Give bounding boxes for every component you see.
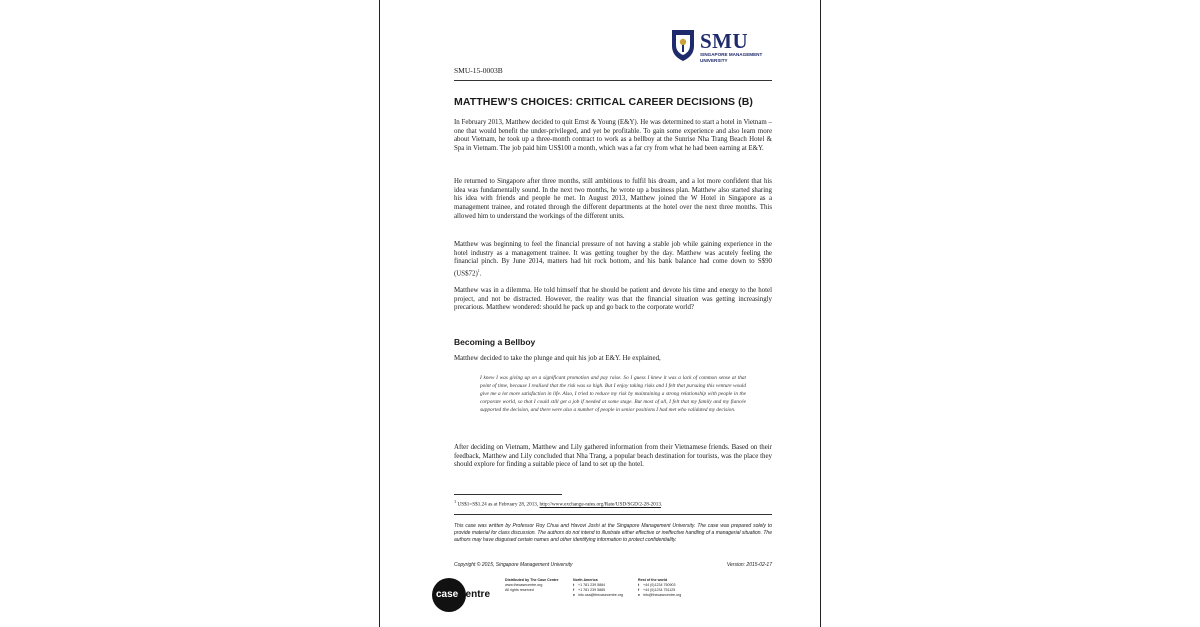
paragraph-2: He returned to Singapore after three months, still ambitious to fulfil his dream, and a lot more confident that his idea was fundamentally sound. In the next two months, he wrote up a business plan. Matthew also started sharing his idea with friends and people he met. In August 2013, Matthew joined the W Hotel in Singapore as a management trainee, and rotated through the different departments at the hotel over the next three months. This allowed him to understand the workings of the different units. [454, 178, 772, 220]
logo-subtitle: SINGAPORE MANAGEMENT UNIVERSITY [700, 52, 763, 63]
rest-of-world-fax: +44 (0)1234 751125 [643, 588, 676, 592]
case-centre-logo [432, 578, 494, 612]
document-page [379, 0, 821, 627]
fax-icon: f [573, 588, 575, 592]
rest-of-world-tel: +44 (0)1234 750903 [643, 583, 676, 587]
north-america-fax: +1 781 239 5885 [578, 588, 606, 592]
paragraph-3-text: Matthew was beginning to feel the financial pressure of not having a stable job while gaining experience in the hotel industry as a management trainee. It was getting tougher by the day. Matthew was acutely feeling the financial pinch. By June 2014, matters had hit rock bottom, and his bank balance had come down to S$90 (US$72) [454, 241, 772, 278]
disclaimer: This case was written by Professor Roy Chua and Havovi Joshi at the Singapore Management University. The case was prepared solely to provide material for class discussion. The authors do not intend to illustrate either effective or ineffective handling of a managerial situation. The authors may have disguised certain names and other identifying information to protect confidentiality. [454, 523, 772, 544]
distribution-rights: All rights reserved [505, 588, 534, 592]
north-america-tel: +1 781 239 5884 [578, 583, 606, 587]
logo-wordmark: SMU [700, 29, 749, 53]
case-title: MATTHEW’S CHOICES: CRITICAL CAREER DECISIONS (B) [454, 96, 753, 108]
case-code: SMU-15-0003B [454, 66, 503, 75]
footnote-link[interactable]: http://www.exchange-rates.org/Rate/USD/SGD/2-28-2013 [539, 501, 661, 508]
version: Version: 2015-02-17 [726, 562, 772, 568]
phone-icon: t [638, 583, 640, 587]
distribution-website[interactable]: www.thecasecentre.org [505, 583, 543, 587]
north-america-contact [573, 578, 623, 598]
rest-of-world-heading: Rest of the world [638, 578, 668, 582]
north-america-heading: North America [573, 578, 598, 582]
phone-icon: t [573, 583, 575, 587]
email-icon: e [638, 593, 640, 597]
copyright: Copyright © 2015, Singapore Management University [454, 562, 573, 568]
paragraph-after-quote: After deciding on Vietnam, Matthew and Lily gathered information from their Vietnamese friends. Based on their feedback, Matthew and Lily concluded that Nha Trang, a popular beach destination for tourists, was the place they should explore for finding a suitable piece of land to set up the hotel. [454, 444, 772, 469]
smu-logo [670, 28, 790, 68]
north-america-email[interactable]: info.usa@thecasecentre.org [578, 593, 624, 597]
distribution-info [505, 578, 559, 593]
section-intro: Matthew decided to take the plunge and quit his job at E&Y. He explained, [454, 355, 661, 362]
block-quote: I knew I was giving up on a significant promotion and pay raise. So I guess I knew it was a lack of common sense at that point of time, because I realised that the risk was so high. But I enjoy taking risks and I felt that pursuing this venture would give me a lot more satisfaction in life. Also, I tried to reduce my risk by maintaining a strong relationship with people in the corporate world, so that I could still get a job if needed at some stage. But most of all, I felt that my family and my fiancée supported the decision, and there were also a number of people in senior positions I had met who validated my decision. [480, 375, 746, 414]
email-icon: e [573, 593, 575, 597]
footnote-divider [454, 494, 562, 495]
paragraph-4: Matthew was in a dilemma. He told himself that he should be patient and devote his time and energy to the hotel project, and not be distracted. However, the reality was that the financial situation was getting increasingly precarious. Matthew wondered: should he pack up and go back to the corporate world? [454, 287, 772, 312]
paragraph-3: Matthew was beginning to feel the financial pressure of not having a stable job while gaining experience in the hotel industry as a management trainee. It was getting tougher by the day. Matthew was acutely feeling the financial pinch. By June 2014, matters had hit rock bottom, and his bank balance had come down to S$90 (US$72)$^1$. [454, 241, 772, 278]
footnote-ref[interactable]: 1 [477, 267, 480, 273]
rest-of-world-email[interactable]: info@thecasecentre.org [643, 593, 682, 597]
paragraph-1: In February 2013, Matthew decided to quit Ernst & Young (E&Y). He was determined to start a hotel in Vietnam – one that would benefit the under-privileged, and yet be profitable. To gain some experience and also learn more about Vietnam, he took up a three-month contract to work as a bellboy at the Sunrise Nha Trang Beach Hotel & Spa in Vietnam. The job paid him US$100 a month, which was a far cry from what he had been earning at E&Y. [454, 119, 772, 152]
smu-crest-icon [670, 28, 696, 62]
distribution-heading: Distributed by The Case Centre [505, 578, 559, 582]
section-heading: Becoming a Bellboy [454, 337, 536, 347]
logo-case-text: case [436, 589, 459, 600]
header-divider [454, 80, 772, 81]
rest-of-world-contact [638, 578, 681, 598]
footnote-text: US$1=S$1.24 as at February 28, 2013, [457, 501, 539, 508]
footnote: $^1$ US$1=S$1.24 as at February 28, 2013, http://www.exchange-rates.org/Rate/USD/SGD/2-28-2013. [454, 499, 663, 508]
logo-centre-text: centre [460, 589, 491, 600]
fax-icon: f [638, 588, 640, 592]
footnote-marker: 1 [454, 499, 457, 504]
disclaimer-divider [454, 514, 772, 515]
